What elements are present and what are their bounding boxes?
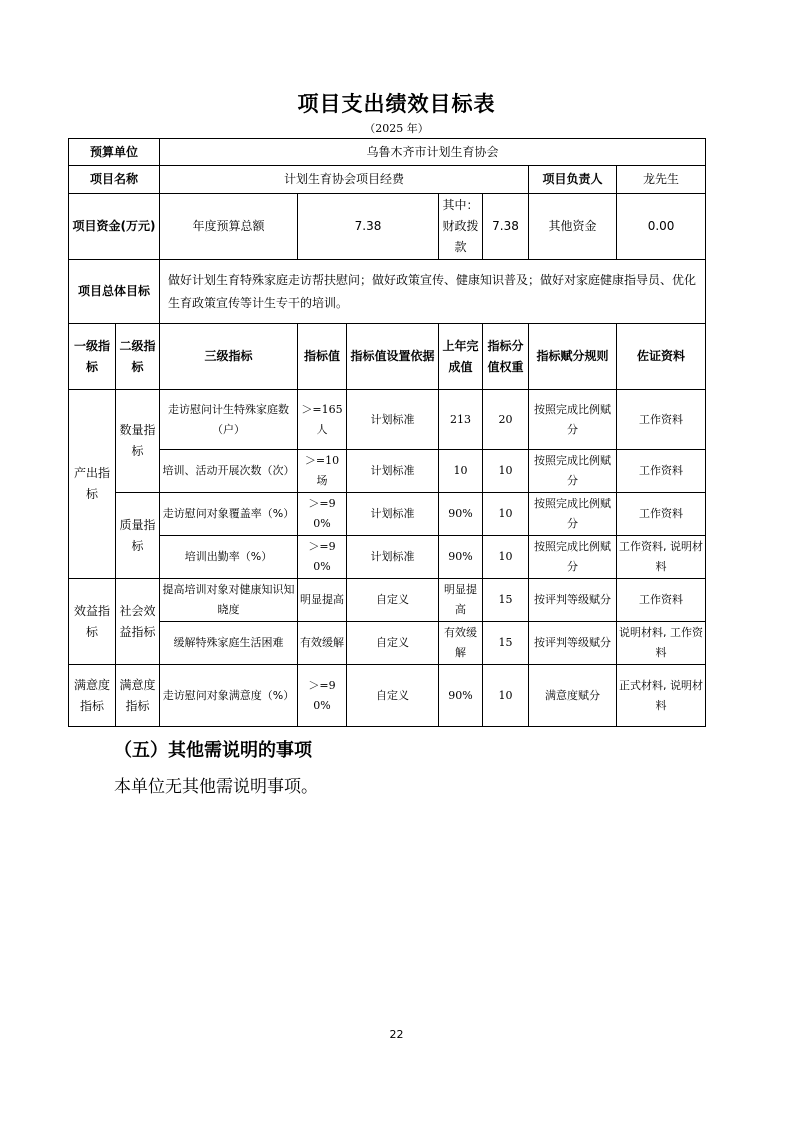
setting-basis: 自定义 — [347, 665, 439, 727]
setting-basis: 计划标准 — [347, 390, 439, 450]
indicator-value: 有效缓解 — [298, 622, 347, 665]
indicator-value: ＞=165人 — [298, 390, 347, 450]
table-row — [69, 536, 706, 579]
section-heading: （五）其他需说明的事项 — [114, 740, 312, 761]
evidence-material: 工作资料 — [617, 390, 706, 450]
scoring-rule: 按照完成比例赋分 — [529, 450, 617, 493]
fiscal-label: 其中：财政拨款 — [439, 194, 483, 260]
page-number: 22 — [389, 1028, 404, 1041]
other-value: 0.00 — [617, 194, 706, 260]
prev-year-value: 90% — [439, 493, 483, 536]
scoring-rule: 按评判等级赋分 — [529, 579, 617, 622]
goal-label: 项目总体目标 — [69, 260, 160, 324]
level2-indicator: 满意度指标 — [116, 665, 160, 727]
section-body: 本单位无其他需说明事项。 — [114, 777, 318, 797]
indicator-value: 明显提高 — [298, 579, 347, 622]
evidence-material: 正式材料, 说明材料 — [617, 665, 706, 727]
setting-basis: 自定义 — [347, 579, 439, 622]
column-header: 佐证资料 — [617, 324, 706, 390]
table-row — [69, 665, 706, 727]
fund-label: 项目资金(万元) — [69, 194, 160, 260]
project-name-label: 项目名称 — [69, 166, 160, 194]
annual-total-label: 年度预算总额 — [160, 194, 298, 260]
level3-indicator: 走访慰问计生特殊家庭数（户） — [160, 390, 298, 450]
column-header: 指标值设置依据 — [347, 324, 439, 390]
prev-year-value: 有效缓解 — [439, 622, 483, 665]
evidence-material: 工作资料 — [617, 579, 706, 622]
evidence-material: 工作资料 — [617, 450, 706, 493]
performance-table — [68, 138, 706, 727]
budget-unit-value: 乌鲁木齐市计划生育协会 — [160, 139, 706, 166]
level2-indicator: 社会效益指标 — [116, 579, 160, 665]
level2-indicator: 数量指标 — [116, 390, 160, 493]
score-weight: 10 — [483, 450, 529, 493]
column-header: 上年完成值 — [439, 324, 483, 390]
project-name-value: 计划生育协会项目经费 — [160, 166, 529, 194]
table-row — [69, 579, 706, 622]
indicator-value: ＞=90% — [298, 493, 347, 536]
prev-year-value: 明显提高 — [439, 579, 483, 622]
setting-basis: 计划标准 — [347, 536, 439, 579]
indicator-value: ＞=90% — [298, 536, 347, 579]
level3-indicator: 提高培训对象对健康知识知晓度 — [160, 579, 298, 622]
level3-indicator: 走访慰问对象满意度（%） — [160, 665, 298, 727]
level1-indicator: 满意度指标 — [69, 665, 116, 727]
prev-year-value: 90% — [439, 665, 483, 727]
level3-indicator: 培训、活动开展次数（次） — [160, 450, 298, 493]
score-weight: 10 — [483, 493, 529, 536]
score-weight: 15 — [483, 622, 529, 665]
table-row — [69, 622, 706, 665]
column-header: 指标赋分规则 — [529, 324, 617, 390]
column-header: 三级指标 — [160, 324, 298, 390]
prev-year-value: 10 — [439, 450, 483, 493]
budget-unit-label: 预算单位 — [69, 139, 160, 166]
score-weight: 20 — [483, 390, 529, 450]
score-weight: 10 — [483, 536, 529, 579]
evidence-material: 工作资料 — [617, 493, 706, 536]
scoring-rule: 按照完成比例赋分 — [529, 493, 617, 536]
score-weight: 15 — [483, 579, 529, 622]
column-header: 二级指标 — [116, 324, 160, 390]
level3-indicator: 培训出勤率（%） — [160, 536, 298, 579]
leader-value: 龙先生 — [617, 166, 706, 194]
level1-indicator: 效益指标 — [69, 579, 116, 665]
evidence-material: 工作资料, 说明材料 — [617, 536, 706, 579]
fiscal-value: 7.38 — [483, 194, 529, 260]
prev-year-value: 213 — [439, 390, 483, 450]
column-header: 一级指标 — [69, 324, 116, 390]
level2-indicator: 质量指标 — [116, 493, 160, 579]
scoring-rule: 按照完成比例赋分 — [529, 390, 617, 450]
scoring-rule: 按评判等级赋分 — [529, 622, 617, 665]
column-header: 指标值 — [298, 324, 347, 390]
prev-year-value: 90% — [439, 536, 483, 579]
setting-basis: 计划标准 — [347, 450, 439, 493]
page-title: 项目支出绩效目标表 — [297, 92, 496, 116]
score-weight: 10 — [483, 665, 529, 727]
evidence-material: 说明材料, 工作资料 — [617, 622, 706, 665]
column-header: 指标分值权重 — [483, 324, 529, 390]
setting-basis: 计划标准 — [347, 493, 439, 536]
table-row — [69, 493, 706, 536]
scoring-rule: 按照完成比例赋分 — [529, 536, 617, 579]
level3-indicator: 缓解特殊家庭生活困难 — [160, 622, 298, 665]
indicator-value: ＞=90% — [298, 665, 347, 727]
scoring-rule: 满意度赋分 — [529, 665, 617, 727]
goal-text: 做好计划生育特殊家庭走访帮扶慰问；做好政策宣传、健康知识普及；做好对家庭健康指导员、优化生育政策宣传等计生专干的培训。 — [160, 260, 706, 324]
table-row — [69, 450, 706, 493]
level3-indicator: 走访慰问对象覆盖率（%） — [160, 493, 298, 536]
leader-label: 项目负责人 — [529, 166, 617, 194]
other-label: 其他资金 — [529, 194, 617, 260]
table-row — [69, 390, 706, 450]
year-label: （2025 年） — [364, 122, 429, 135]
level1-indicator: 产出指标 — [69, 390, 116, 579]
annual-total-value: 7.38 — [298, 194, 439, 260]
setting-basis: 自定义 — [347, 622, 439, 665]
indicator-value: ＞=10场 — [298, 450, 347, 493]
